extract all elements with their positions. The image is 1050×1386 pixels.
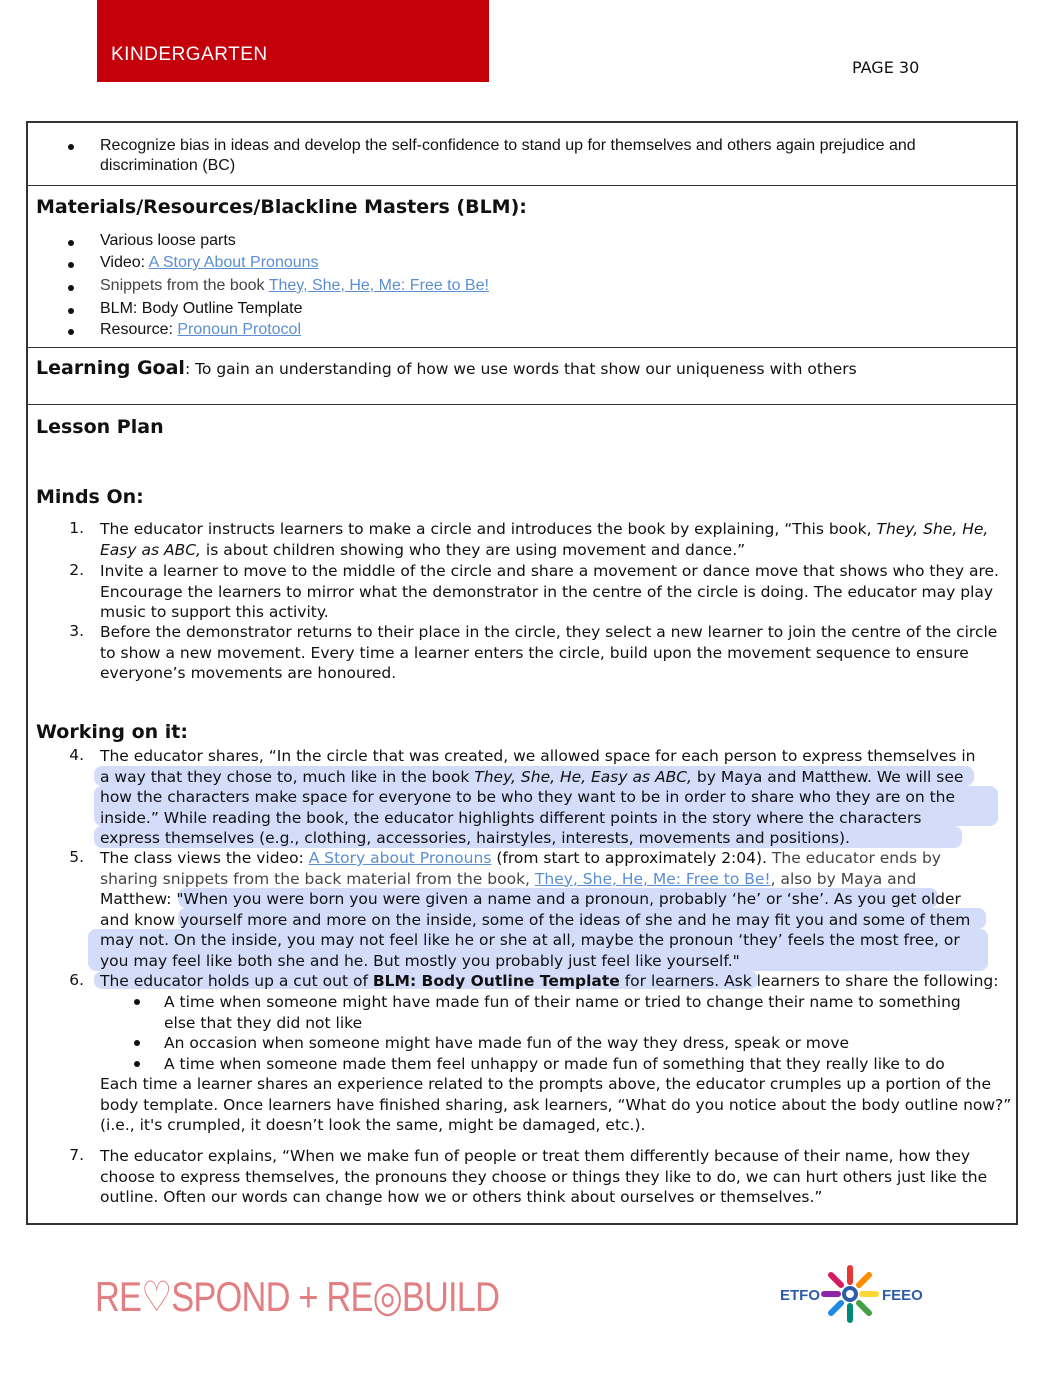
step-5: The class views the video: A Story about Pronouns (from start to approximately 2:04). The educator ends by sharing snippets from the back material from the book, They, She, He, Me: Free to Be!, also by Maya and Matthew: "When you were born you were given a name and a pronoun, probably ‘he’ or ‘she’. As you get older and know yourself more and more on the inside, some of the ideas of she and he may fit you and some of them may not. On the inside, you may not feel like he or she at all, maybe the pronoun ‘they’ feels the most free, or you may feel like both she and he. But mostly you probably just feel like yourself." <box>100 849 971 970</box>
material-item: Snippets from the book They, She, He, Me: Free to Be! <box>100 277 489 294</box>
book-link[interactable]: They, She, He, Me: Free to Be! <box>268 277 489 294</box>
step-6-bullet: A time when someone made them feel unhappy or made fun of something that they really like to do <box>164 1055 945 1073</box>
bullet-icon <box>68 285 74 291</box>
step-number: 6. <box>69 971 84 989</box>
learning-goal-cell <box>28 347 1016 405</box>
step-number: 2. <box>69 561 84 579</box>
step-number: 4. <box>69 746 84 764</box>
grade-label: KINDERGARTEN <box>111 44 268 65</box>
lesson-table <box>26 121 1018 1225</box>
bullet-icon <box>68 240 74 246</box>
step-4: The educator shares, “In the circle that was created, we allowed space for each person to express themselves in a way that they chose to, much like in the book They, She, He, Easy as ABC, by Maya and Matthew. We will see how the characters make space for everyone to be who they want to be in order to share who they are on the inside.” While reading the book, the educator highlights different points in the story where the characters express themselves (e.g., clothing, accessories, hairstyles, interests, movements and positions). <box>100 747 976 847</box>
video-link[interactable]: A Story About Pronouns <box>148 254 319 271</box>
bullet-icon <box>134 1040 140 1046</box>
learning-goal <box>36 357 857 379</box>
bullet-icon <box>68 262 74 268</box>
material-item: Video: A Story About Pronouns <box>100 254 319 271</box>
step-2: Invite a learner to move to the middle of the circle and share a movement or dance move that shows who they are. Encourage the learners to mirror what the demonstrator in the centre of the circle is doing. The educator may play music to support this activity. <box>100 562 999 621</box>
book-link[interactable]: They, She, He, Me: Free to Be! <box>534 869 771 888</box>
step-number: 5. <box>69 848 84 866</box>
working-on-it-heading: Working on it: <box>36 721 188 743</box>
step-3: Before the demonstrator returns to their place in the circle, they select a new learner to join the centre of the circle to show a new movement. Every time a learner enters the circle, build upon the movement sequence to ensure everyone’s movements are honoured. <box>100 623 998 682</box>
bullet-icon <box>68 308 74 314</box>
etfo-label: ETFO <box>780 1287 820 1304</box>
bullet-icon <box>134 1061 140 1067</box>
bullet-icon <box>134 999 140 1005</box>
pronoun-protocol-link[interactable]: Pronoun Protocol <box>177 321 302 338</box>
step-number: 7. <box>69 1146 84 1164</box>
material-item: BLM: Body Outline Template <box>100 300 303 317</box>
video-link[interactable]: A Story about Pronouns <box>308 849 492 867</box>
step-6-bullet: An occasion when someone might have made fun of the way they dress, speak or move <box>164 1034 850 1052</box>
grade-banner <box>97 0 489 82</box>
materials-heading: Materials/Resources/Blackline Masters (BLM): <box>36 196 527 218</box>
feeo-label: FEEO <box>882 1287 923 1304</box>
step-6: The educator holds up a cut out of BLM: Body Outline Template for learners. Ask learners to share the following: <box>100 972 999 990</box>
lesson-plan-heading: Lesson Plan <box>36 416 164 438</box>
materials-cell <box>28 185 1016 348</box>
step-7: The educator explains, “When we make fun of people or treat them differently because of their name, how they choose to express themselves, the pronouns they choose or things they like to do, we can hurt others just like the outline. Often our words can change how we or others think about ourselves or themselves.” <box>100 1147 988 1206</box>
respond-rebuild-logo: RE♡SPOND + RE◎BUILD <box>95 1273 500 1320</box>
expectation-cell <box>28 123 1016 186</box>
material-item: Resource: Pronoun Protocol <box>100 321 302 338</box>
step-number: 3. <box>69 622 84 640</box>
step-6-bullet: A time when someone might have made fun of their name or tried to change their name to something else that they did not like <box>164 993 961 1032</box>
learning-goal-text: : To gain an understanding of how we use words that show our uniqueness with others <box>184 360 857 378</box>
bullet-icon <box>68 144 74 150</box>
expectation-text: Recognize bias in ideas and develop the self-confidence to stand up for themselves and others again prejudice and discrimination (BC) <box>100 137 916 174</box>
minds-on-heading: Minds On: <box>36 486 144 508</box>
learning-goal-heading: Learning Goal <box>36 357 185 379</box>
step-number: 1. <box>69 519 84 537</box>
material-item: Various loose parts <box>100 232 236 249</box>
page-number: PAGE 30 <box>852 58 920 77</box>
step-1: The educator instructs learners to make a circle and introduces the book by explaining, “This book, They, She, He, Easy as ABC, is about children showing who they are using movement and dance.” <box>100 520 989 559</box>
etfo-emblem-icon <box>818 1262 882 1326</box>
step-6-followup: Each time a learner shares an experience related to the prompts above, the educator crumples up a portion of the body template. Once learners have finished sharing, ask learners, “What do you notice about the body outline now?” (i.e., it's crumpled, it doesn’t look the same, might be damaged, etc.). <box>100 1075 1012 1134</box>
lesson-plan-cell <box>28 404 1016 1225</box>
bullet-icon <box>68 329 74 335</box>
